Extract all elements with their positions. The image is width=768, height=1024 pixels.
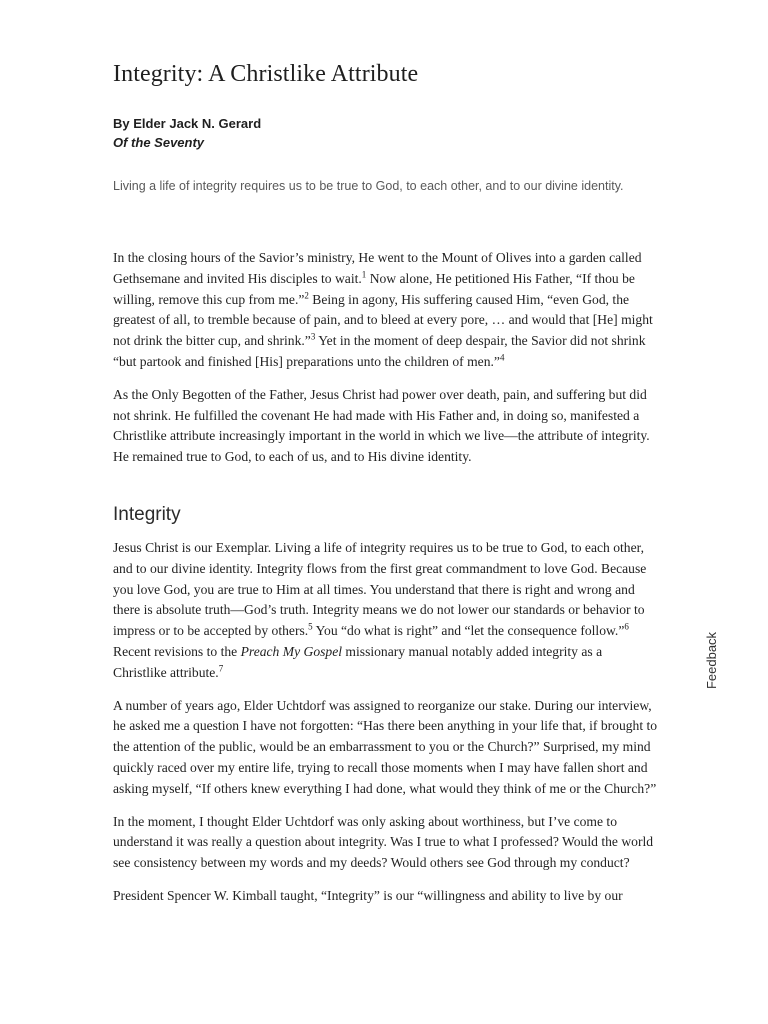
paragraph-text: In the moment, I thought Elder Uchtdorf was only asking about worthiness, but I’ve come to understand it was really a question about integrity. Was I true to what I professed? Would the world see consistency between my words and my deeds? Would others see God through my conduct?: [113, 813, 654, 871]
footnote-link-2[interactable]: 2: [304, 290, 309, 301]
footnote-link-6[interactable]: 6: [624, 621, 629, 632]
paragraph-4: [113, 696, 658, 800]
paragraph-text: You “do what is right” and “let the consequence follow.”: [312, 623, 625, 639]
feedback-tab[interactable]: [698, 628, 726, 692]
paragraph-text: missionary manual notably added integrity as a Christlike attribute.: [113, 643, 603, 680]
paragraph-text: Being in agony, His suffering caused Him, “even God, the greatest of all, to tremble because of pain, and to bleed at every pore, … and would that [He] might not drink the bitter cup, and shrink.”: [113, 291, 653, 349]
paragraph-1: [113, 248, 658, 373]
paragraph-text: Recent revisions to the: [113, 643, 241, 659]
article-content: [113, 56, 658, 919]
paragraph-2: [113, 385, 658, 468]
paragraph-6: [113, 886, 658, 907]
article-kicker: Living a life of integrity requires us to be true to God, to each other, and to our divine identity.: [113, 179, 624, 193]
paragraph-5: [113, 812, 658, 874]
author-calling: Of the Seventy: [113, 135, 205, 150]
paragraph-text: A number of years ago, Elder Uchtdorf was assigned to reorganize our stake. During our interview, he asked me a question I have not forgotten: “Has there been anything in your life that, if brought to the attention of the public, would be an embarrassment to you or the Church?” Surprised, my mind quickly raced over my entire life, trying to recall those moments when I may have fallen short and asking myself, “If others knew everything I had done, what would they think of me or the Church?”: [113, 697, 658, 796]
footnote-link-1[interactable]: 1: [361, 269, 367, 280]
paragraph-text: As the Only Begotten of the Father, Jesus Christ had power over death, pain, and suffering but did not shrink. He fulfilled the covenant He had made with His Father and, in doing so, manifested a Christlike attribute increasingly important in the world in which we live—the attribute of integrity. He remained true to God, to each of us, and to His divine identity.: [113, 386, 650, 465]
section-heading-integrity: Integrity: [113, 503, 181, 525]
footnote-link-5[interactable]: 5: [308, 621, 313, 632]
article-title: Integrity: A Christlike Attribute: [113, 61, 419, 87]
footnote-link-7[interactable]: 7: [218, 663, 224, 674]
paragraph-text: Jesus Christ is our Exemplar. Living a life of integrity requires us to be true to God, to each other, and to our divine identity. Integrity flows from the first great commandment to love God. Because you love God, you are true to Him at all times. You understand that there is right and wrong and there is absolute truth—God’s truth. Integrity means we do not lower our standards or behavior to impress or to be accepted by others.: [113, 539, 647, 639]
paragraph-3: [113, 538, 658, 684]
author-name: By Elder Jack N. Gerard: [113, 116, 262, 131]
manual-title: Preach My Gospel: [240, 643, 343, 659]
footnote-link-4[interactable]: 4: [499, 352, 505, 363]
paragraph-text: Now alone, He petitioned His Father, “If thou be willing, remove this cup from me.”: [113, 270, 635, 307]
paragraph-text: Yet in the moment of deep despair, the Savior did not shrink “but partook and finished [His] preparations unto the children of men.”: [113, 333, 646, 369]
feedback-label: Feedback: [704, 631, 720, 689]
paragraph-text: President Spencer W. Kimball taught, “Integrity” is our “willingness and ability to live by our: [113, 887, 623, 903]
footnote-link-3[interactable]: 3: [310, 331, 316, 342]
byline: [113, 114, 658, 152]
paragraph-text: In the closing hours of the Savior’s ministry, He went to the Mount of Olives into a garden called Gethsemane and invited His disciples to wait.: [113, 250, 642, 286]
